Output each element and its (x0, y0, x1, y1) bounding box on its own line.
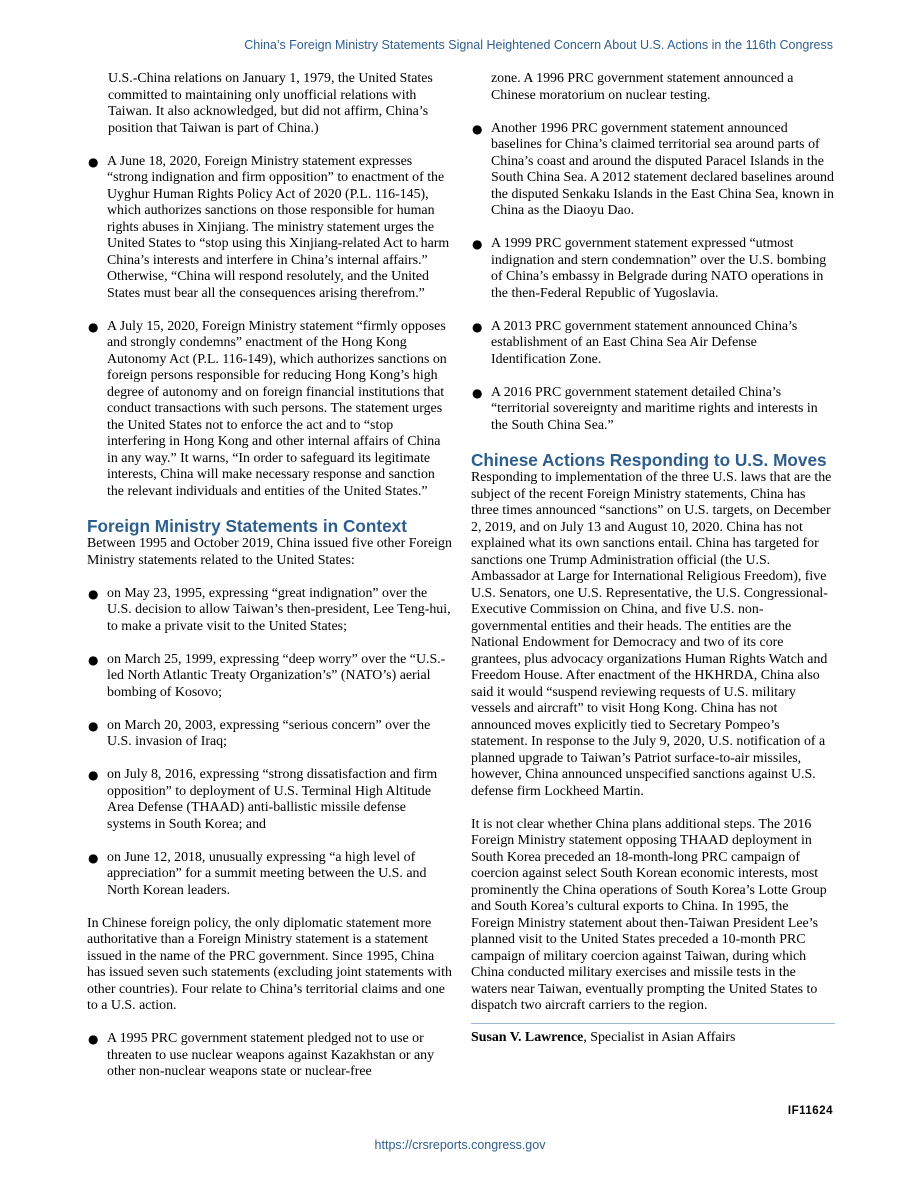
bullet-icon: ● (472, 121, 483, 136)
bullet-icon: ● (88, 652, 99, 667)
left-column (87, 71, 453, 1081)
bullet-icon: ● (88, 586, 99, 601)
bullet-icon: ● (88, 718, 99, 733)
author-divider (471, 1023, 835, 1024)
list-item: ● A June 18, 2020, Foreign Ministry statement expresses “strong indignation and firm opposition” to enactment of the Uyghur Human Rights Policy Act of 2020 (P.L. 116-145), which authorizes sanctions on those responsible for human rights abuses in Xinjiang. The ministry statement urges the United States to “stop using this Xinjiang-related Act to harm China’s interests and interfere in China’s internal affairs.” Otherwise, “China will respond resolutely, and the United States must bear all the consequences arising therefrom.” (88, 153, 450, 301)
bullet-icon: ● (472, 319, 483, 334)
actions-paragraph-2: It is not clear whether China plans additional steps. The 2016 Foreign Ministry statement opposing THAAD deployment in South Korea preceded an 18-month-long PRC campaign of coercion against select South Korean economic interests, most prominently the China operations of South Korea’s Lotte Group and South Korea’s cultural exports to China. In 1995, the Foreign Ministry statement about then-Taiwan President Lee’s planned visit to the United States preceded a 10-month PRC campaign of military coercion against Taiwan, during which China conducted military exercises and missile tests in the waters near Taiwan, eventually prompting the United States to dispatch two aircraft carriers to the region. (471, 816, 827, 1013)
list-item: ● on June 12, 2018, unusually expressing “a high level of appreciation” for a summit meeting between the U.S. and North Korean leaders. (88, 849, 427, 898)
list-item: ● A 1995 PRC government statement pledged not to use or threaten to use nuclear weapons against Kazakhstan or any other non-nuclear weapons state or nuclear-free (88, 1031, 435, 1079)
list-item: ● on July 8, 2016, expressing “strong dissatisfaction and firm opposition” to deployment of U.S. Terminal High Altitude Area Defense (THAAD) anti-ballistic missile defense systems in South Korea; and (88, 767, 438, 832)
bullet-icon: ● (88, 1032, 99, 1046)
right-column (471, 71, 835, 1046)
prc-statements-list-start (87, 1031, 453, 1081)
prc-statements-list (471, 121, 835, 435)
list-item: ● A 1999 PRC government statement expressed “utmost indignation and stern condemnation” over the U.S. bombing of China’s embassy in Belgrade during NATO operations in the then-Federal Republic of Yugoslavia. (472, 236, 827, 301)
list-item: ● on May 23, 1995, expressing “great indignation” over the U.S. decision to allow Taiwan’s then-president, Lee Teng-hui, to make a private visit to the United States; (88, 585, 451, 634)
continued-paragraph: U.S.-China relations on January 1, 1979, the United States committed to maintaining only unofficial relations with Taiwan. It also acknowledged, but did not affirm, China’s position that Taiwan is part of China.) (108, 71, 433, 136)
author-line (471, 1030, 835, 1047)
running-header-title: China’s Foreign Ministry Statements Signal Heightened Concern About U.S. Actions in the 116th Congress (244, 38, 833, 52)
bullet-icon: ● (88, 850, 99, 865)
bullet-continuation: zone. A 1996 PRC government statement announced a Chinese moratorium on nuclear testing. (491, 71, 794, 103)
bullet-icon: ● (88, 319, 99, 334)
list-item: ● A 2016 PRC government statement detailed China’s “territorial sovereignty and maritime rights and interests in the South China Sea.” (472, 384, 818, 433)
list-item: ● on March 20, 2003, expressing “serious concern” over the U.S. invasion of Iraq; (88, 717, 431, 749)
prc-statements-paragraph: In Chinese foreign policy, the only diplomatic statement more authoritative than a Foreign Ministry statement is a statement issued in the name of the PRC government. Since 1995, China has issued seven such statements (excluding joint statements with other countries). Four relate to China’s territorial claims and one to a U.S. action. (87, 915, 452, 1013)
bullet-icon: ● (472, 237, 483, 251)
recent-statements-list (87, 154, 453, 501)
section-heading-actions: Chinese Actions Responding to U.S. Moves (471, 450, 827, 470)
list-item: ● on March 25, 1999, expressing “deep worry” over the “U.S.-led North Atlantic Treaty Organization’s” (NATO’s) aerial bombing of Kosovo; (88, 651, 446, 700)
product-code: IF11624 (787, 1105, 833, 1117)
author-title: , Specialist in Asian Affairs (583, 1029, 736, 1045)
list-item: ● A 2013 PRC government statement announced China’s establishment of an East China Sea Air Defense Identification Zone. (472, 318, 798, 367)
list-item: ● Another 1996 PRC government statement announced baselines for China’s claimed territorial sea around parts of China’s coast and around the disputed Paracel Islands in the South China Sea. A 2012 statement declared baselines around the disputed Senkaku Islands in the East China Sea, known in China as the Diaoyu Dao. (472, 120, 834, 218)
author-name: Susan V. Lawrence (471, 1029, 584, 1045)
footer-url-link[interactable]: https://crsreports.congress.gov (374, 1138, 546, 1152)
bullet-icon: ● (88, 768, 99, 782)
section-intro-paragraph: Between 1995 and October 2019, China issued five other Foreign Ministry statements related to the United States: (87, 536, 452, 568)
actions-paragraph-1: Responding to implementation of the three U.S. laws that are the subject of the recent Foreign Ministry statements, China has three times announced “sanctions” on U.S. targets, on December 2, 2019, and on July 13 and August 10, 2020. China has not explained what its own sanctions entail. China has targeted for sanctions one Trump Administration official (the U.S. Ambassador at Large for International Religious Freedom), five U.S. Senators, one U.S. Representative, the U.S. Congressional-Executive Commission on China, and five U.S. non-governmental entities and their heads. The entities are the National Endowment for Democracy and two of its core grantees, plus advocacy organizations Human Rights Watch and Freedom House. After enactment of the HKHRDA, China also said it would “suspend reviewing requests of U.S. military vessels and aircraft” to visit Hong Kong. China has not announced moves explicitly tied to Secretary Pompeo’s statement. In response to the July 9, 2020, U.S. notification of a planned upgrade to Taiwan’s Patriot surface-to-air missiles, however, China announced unspecified sanctions against U.S. defense firm Lockheed Martin. (471, 470, 832, 799)
foreign-ministry-statements-list (87, 586, 453, 900)
section-heading-context: Foreign Ministry Statements in Context (87, 516, 407, 536)
list-item: ● A July 15, 2020, Foreign Ministry statement “firmly opposes and strongly condemns” enactment of the Hong Kong Autonomy Act (P.L. 116-149), which authorizes sanctions on foreign persons responsible for reducing Hong Kong’s high degree of autonomy and on foreign financial institutions that conduct transactions with such persons. The statement urges the United States not to enforce the act and to “stop interfering in Hong Kong and other internal affairs of China in any way.” It warns, “In order to safeguard its legitimate interests, China will make necessary response and sanction the relevant individuals and entities of the United States.” (88, 318, 447, 499)
bullet-icon: ● (472, 385, 483, 400)
bullet-icon: ● (88, 154, 99, 169)
